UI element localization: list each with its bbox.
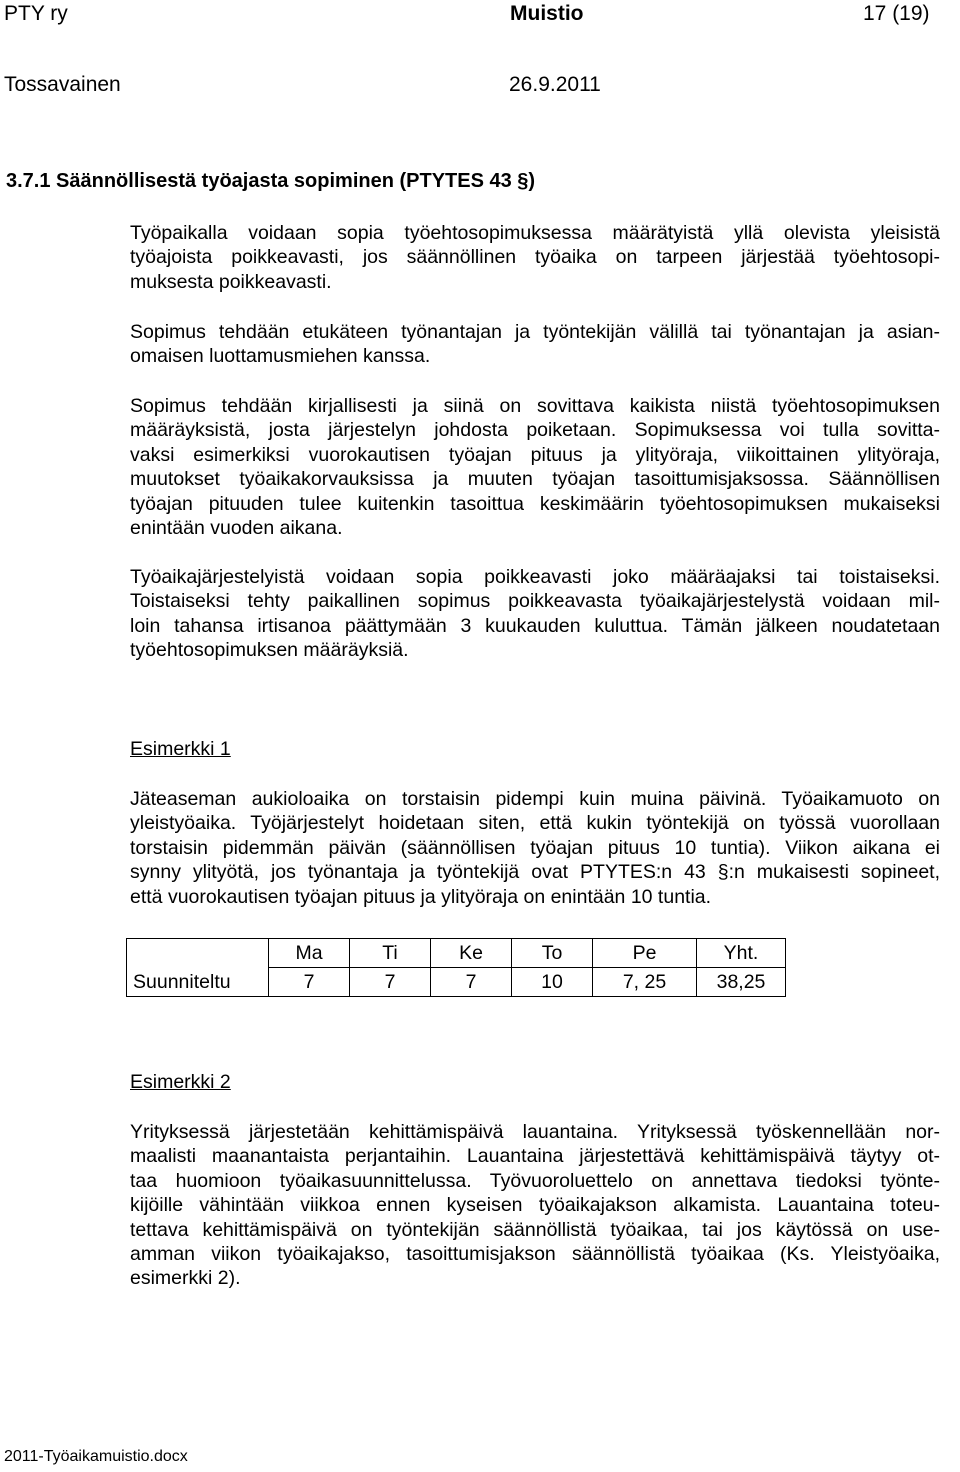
example-1-text (130, 787, 940, 909)
table-cell: 7 (350, 968, 431, 997)
paragraph-line: maalisti maanantaista perjantaihin. Lauantaina järjestettävä kehittämispäivä täytyy ot- (130, 1145, 940, 1168)
table-header-cell: Ma (269, 939, 350, 968)
paragraph-line: synny ylityötä, jos työnantaja ja työntekijä ovat PTYTES:n 43 §:n mukaisesti sopineet, (130, 861, 940, 884)
paragraph-line: Yrityksessä järjestetään kehittämispäivä lauantaina. Yrityksessä työskennellään nor- (130, 1121, 940, 1143)
paragraph-line: tettava kehittämispäivä on työntekijän säännöllistä työaikaa, tai jos käytössä on use- (130, 1218, 940, 1241)
table-header-cell: Ti (350, 939, 431, 968)
paragraph-line: työehtosopimuksen määräyksiä. (130, 639, 409, 662)
paragraph-line: kijöille vähintään viikkoa ennen kyseisen työaikajakson alkamista. Lauantaina toteu- (130, 1194, 940, 1217)
table-header-row (127, 939, 786, 968)
paragraph-line: Toistaiseksi tehty paikallinen sopimus poikkeavasta työaikajärjestelystä voidaan mil- (130, 590, 940, 613)
paragraph-line: amman viikon työaikajakso, tasoittumisjakson säännöllistä työaikaa (Ks. Yleistyöaika, (130, 1243, 940, 1266)
paragraph-line: taa huomioon työaikasuunnittelussa. Työvuoroluettelo on annettava tiedoksi työnte- (130, 1169, 940, 1192)
table-cell: 10 (512, 968, 593, 997)
table-header-cell: Pe (593, 939, 697, 968)
paragraph-line: Työpaikalla voidaan sopia työehtosopimuksessa määrätyistä yllä olevista yleisistä (130, 222, 940, 244)
paragraph-line: työajoista poikkeavasti, jos säännöllinen työaika on tarpeen järjestää työehtosopi- (130, 246, 940, 269)
paragraph-2 (130, 320, 940, 369)
paragraph-line: että vuorokautisen työajan pituus ja ylityöraja on enintään 10 tuntia. (130, 885, 712, 908)
table-header-cell: Yht. (697, 939, 786, 968)
section-title: 3.7.1 Säännöllisestä työajasta sopiminen (PTYTES 43 §) (6, 170, 536, 192)
paragraph-line: työajan pituuden tulee kuitenkin tasoittua keskimäärin työehtosopimuksen mukaiseksi (130, 492, 940, 515)
table-header-cell: Ke (431, 939, 512, 968)
paragraph-3 (130, 394, 940, 540)
paragraph-1 (130, 221, 940, 294)
paragraph-line: Sopimus tehdään etukäteen työnantajan ja työntekijän välillä tai työnantajan ja asian- (130, 321, 940, 343)
paragraph-line: yleistyöaika. Työjärjestelyt hoidetaan siten, että kukin työntekijä on työssä vuorollaan (130, 812, 940, 835)
paragraph-line: loin tahansa irtisanoa päättymään 3 kuukauden kuluttua. Tämän jälkeen noudatetaan (130, 614, 940, 637)
table-cell: 7 (431, 968, 512, 997)
paragraph-line: muksesta poikkeavasti. (130, 270, 332, 293)
header-org: PTY ry (4, 2, 68, 25)
table-header-cell: To (512, 939, 593, 968)
header-page-number: 17 (19) (863, 2, 930, 25)
table-row-label: Suunniteltu (127, 939, 269, 997)
paragraph-line: esimerkki 2). (130, 1267, 241, 1290)
table-cell: 7 (269, 968, 350, 997)
example-1-heading: Esimerkki 1 (130, 738, 231, 760)
paragraph-line: Työaikajärjestelyistä voidaan sopia poikkeavasti joko määräajaksi tai toistaiseksi. (130, 566, 940, 588)
header-author: Tossavainen (4, 73, 121, 96)
example-2-text (130, 1120, 940, 1291)
header-doc-type: Muistio (510, 2, 584, 25)
paragraph-line: Jäteaseman aukioloaika on torstaisin pidempi kuin muina päivinä. Työaikamuoto on (130, 788, 940, 810)
paragraph-line: torstaisin pidemmän päivän (säännöllisen työajan pituus 10 tuntia). Viikon aikana ei (130, 836, 940, 859)
paragraph-line: muutokset työaikakorvauksissa ja muuten työajan tasoittumisjaksossa. Säännöllisen (130, 468, 940, 491)
paragraph-line: omaisen luottamusmiehen kanssa. (130, 345, 431, 368)
paragraph-line: määräyksistä, josta järjestelyn johdosta poiketaan. Sopimuksessa voi tulla sovitta- (130, 419, 940, 442)
example-2-heading: Esimerkki 2 (130, 1071, 231, 1093)
paragraph-line: Sopimus tehdään kirjallisesti ja siinä on sovittava kaikista niistä työehtosopimuksen (130, 395, 940, 417)
table-cell: 7, 25 (593, 968, 697, 997)
table-cell: 38,25 (697, 968, 786, 997)
paragraph-4 (130, 565, 940, 663)
paragraph-line: vaksi esimerkiksi vuorokautisen työajan pituus ja ylityöraja, viikoittainen ylityöraja, (130, 443, 940, 466)
paragraph-line: enintään vuoden aikana. (130, 517, 343, 540)
header-date: 26.9.2011 (509, 73, 601, 96)
schedule-table (126, 938, 786, 997)
footer-filename: 2011-Työaikamuistio.docx (4, 1448, 188, 1465)
